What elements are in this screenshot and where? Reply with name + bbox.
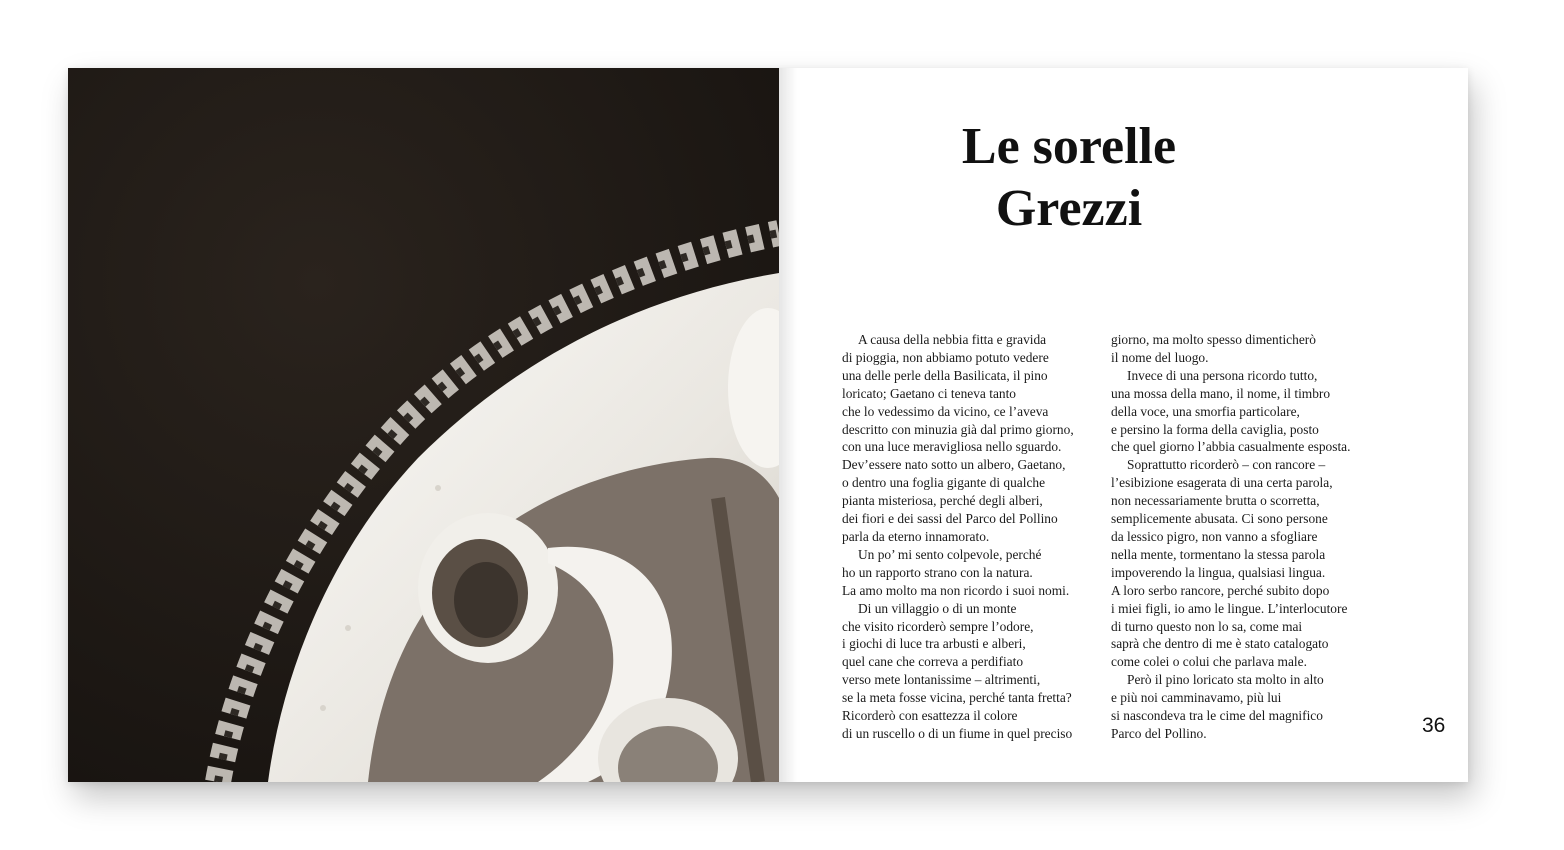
text-line: semplicemente abusata. Ci sono persone [1111, 511, 1328, 527]
text-line: di turno questo non lo sa, come mai [1111, 618, 1303, 634]
text-line: Dev’essere nato sotto un albero, Gaetano, [842, 457, 1066, 473]
text-line: dei fiori e dei sassi del Parco del Pollino [842, 511, 1058, 527]
text-line: se la meta fosse vicina, perché tanta fretta? [842, 690, 1072, 706]
chapter-title-line-2: Grezzi [995, 180, 1143, 237]
text-line: di pioggia, non abbiamo potuto vedere [842, 349, 1049, 365]
text-line: che lo vedessimo da vicino, ce l’aveva [842, 403, 1049, 419]
chapter-title-line-1: Le sorelle [961, 118, 1177, 175]
text-line: nella mente, tormentano la stessa parola [1111, 546, 1326, 562]
text-line: una delle perle della Basilicata, il pino [842, 367, 1048, 383]
text-line: Ricorderò con esattezza il colore [842, 708, 1018, 724]
text-line: giorno, ma molto spesso dimenticherò [1111, 332, 1316, 347]
text-line: quel cane che correva a perdifiato [842, 654, 1024, 670]
text-line: descritto con minuzia già dal primo giorno, [842, 421, 1074, 437]
text-line: una mossa della mano, il nome, il timbro [1111, 385, 1331, 401]
text-line: come colei o colui che parlava male. [1111, 654, 1307, 670]
text-line: Però il pino loricato sta molto in alto [1127, 672, 1324, 688]
text-column-left [842, 331, 1132, 743]
text-line: La amo molto ma non ricordo i suoi nomi. [842, 582, 1070, 598]
text-line: si nascondeva tra le cime del magnifico [1111, 708, 1323, 724]
text-line: i giochi di luce tra arbusti e alberi, [842, 636, 1026, 652]
text-line: Di un villaggio o di un monte [858, 600, 1017, 616]
book-spread [68, 68, 1468, 782]
text-line: parla da eterno innamorato. [842, 528, 990, 544]
text-line: con una luce meravigliosa nello sguardo. [842, 439, 1062, 455]
text-line: che quel giorno l’abbia casualmente esposta. [1111, 439, 1351, 455]
painted-illustration-icon [68, 68, 779, 782]
text-page [779, 68, 1468, 782]
text-line: impoverendo la lingua, qualsiasi lingua. [1111, 564, 1326, 580]
text-line: A causa della nebbia fitta e gravida [858, 332, 1047, 347]
book-gutter [779, 68, 797, 782]
text-line: Parco del Pollino. [1111, 725, 1207, 741]
text-column-right [1111, 331, 1401, 743]
text-line: i miei figli, io amo le lingue. L’interlocutore [1111, 600, 1348, 616]
text-line: da lessico pigro, non vanno a sfogliare [1111, 528, 1318, 544]
text-line: di un ruscello o di un fiume in quel preciso [842, 725, 1073, 741]
text-line: Invece di una persona ricordo tutto, [1127, 367, 1318, 383]
text-line: verso mete lontanissime – altrimenti, [842, 672, 1041, 688]
text-line: A loro serbo rancore, perché subito dopo [1111, 582, 1330, 598]
text-line: o dentro una foglia gigante di qualche [842, 475, 1046, 491]
text-line: che visito ricorderò sempre l’odore, [842, 618, 1034, 634]
text-line: non necessariamente brutta o scorretta, [1111, 493, 1320, 509]
text-line: loricato; Gaetano ci teneva tanto [842, 385, 1016, 401]
text-line: saprà che dentro di me è stato catalogato [1111, 636, 1329, 652]
text-line: Soprattutto ricorderò – con rancore – [1127, 457, 1326, 473]
text-line: Un po’ mi sento colpevole, perché [858, 546, 1042, 562]
text-line: della voce, una smorfia particolare, [1111, 403, 1300, 419]
text-line: il nome del luogo. [1111, 349, 1209, 365]
illustration-page [68, 68, 779, 782]
text-line: e più noi camminavamo, più lui [1111, 690, 1282, 706]
text-line: e persino la forma della caviglia, posto [1111, 421, 1319, 437]
text-line: l’esibizione esagerata di una certa parola, [1111, 475, 1333, 491]
page-number: 36 [1422, 714, 1446, 737]
text-line: ho un rapporto strano con la natura. [842, 564, 1033, 580]
text-line: pianta misteriosa, perché degli alberi, [842, 493, 1043, 509]
